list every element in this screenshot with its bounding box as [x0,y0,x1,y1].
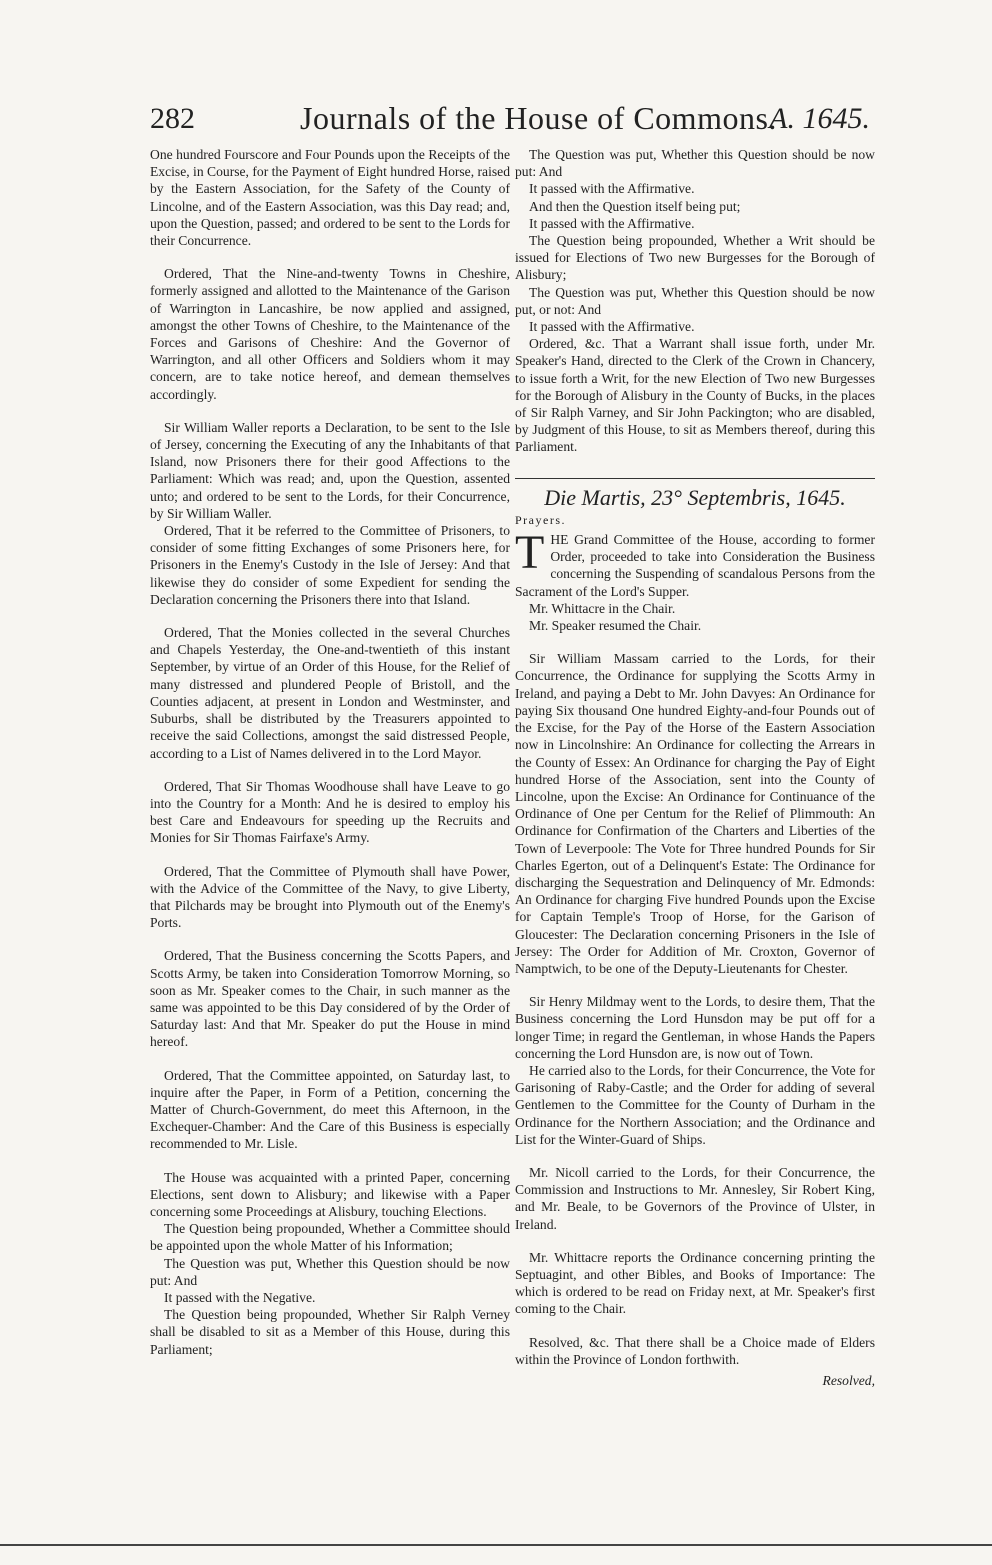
paragraph: One hundred Fourscore and Four Pounds upon the Receipts of the Excise, in Course, for the Payment of Eight hundred Horse, raised by the Eastern Association, for the Safety of the County of Lincolne, and of the Eastern Association, was this Day read; and, upon the Question, passed; and ordered to be sent to the Lords for their Concurrence. [150,147,510,249]
journal-title: Journals of the House of Commons. [300,100,777,136]
left-column [150,146,510,1358]
paragraph: Ordered, That the Business concerning the Scotts Papers, and Scotts Army, be taken into Consideration Tomorrow Morning, so soon as Mr. Speaker comes to the Chair, in such manner as the same was appointed to be this Day considered of by the Order of Saturday last: And that Mr. Speaker do put the House in mind hereof. [150,948,510,1050]
day-heading: Die Martis, 23° Septembris, 1645. [544,484,846,510]
paragraph: Resolved, &c. That there shall be a Choice made of Elders within the Province of London forthwith. [515,1334,875,1367]
catchword: Resolved, [822,1373,875,1388]
section-divider [515,478,875,479]
paragraph: Ordered, That it be referred to the Committee of Prisoners, to consider of some fitting Exchanges of some Prisoners here, for Prisoners in the Enemy's Custody in the Isle of Jersey: And that likewise they do consider of some Expedient for sending the Declaration concerning the Prisoners there into that Island. [150,523,510,607]
paragraph: The Question was put, Whether this Question should be now put, or not: And [515,284,875,317]
paragraph: The Question was put, Whether this Question should be now put: And [150,1255,510,1288]
chair-note: Mr. Speaker resumed the Chair. [529,618,702,634]
year-label: A. 1645. [769,102,870,135]
paragraph: It passed with the Negative. [164,1289,316,1305]
paragraph: The House was acquainted with a printed Paper, concerning Elections, sent down to Alisbury; and likewise with a Paper concerning some Proceedings at Alisbury, touching Elections. [150,1169,510,1219]
paragraph: He carried also to the Lords, for their Concurrence, the Vote for Garisoning of Raby-Castle; and the Order for adding of several Gentlemen to the Committee for the County of Durham in the Ordinance for the Northern Association; and the Ordinance and List for the Winter-Guard of Ships. [515,1062,875,1147]
paragraph: Ordered, That the Monies collected in the several Churches and Chapels Yesterday, the One-and-twentieth of this instant September, by virtue of an Order of this House, for the Relief of many distressed and plundered People of Bristoll, and the Counties adjacent, at present in London and Westminster, and Suburbs, shall be distributed by the Treasurers appointed to receive the said Collections, amongst the said distressed People, according to a List of Names delivered in to the Lord Mayor. [150,625,510,761]
paragraph: And then the Question itself being put; [529,198,741,214]
paragraph: Ordered, That the Committee of Plymouth shall have Power, with the Advice of the Committee of the Navy, to give Liberty, that Pilchards may be brought into Plymouth out of the Enemy's Ports. [150,863,510,931]
paragraph [515,526,875,600]
paragraph: It passed with the Affirmative. [529,181,695,197]
paragraph: Mr. Nicoll carried to the Lords, for their Concurrence, the Commission and Instructions to Mr. Annesley, Sir Robert King, and Mr. Beale, to be Governors of the Province of Ulster, in Ireland. [515,1164,875,1232]
paragraph: Sir William Massam carried to the Lords, for their Concurrence, the Ordinance for supplying the Scotts Army in Ireland, and paying a Debt to Mr. John Davyes: An Ordinance for paying Six thousand One hundred Eighty-and-four Pounds out of the Excise, for the Pay of the Horse of the Eastern Association now in Lincolnshire: An Ordinance for collecting the Arrears in the County of Essex: An Ordinance for charging the Pay of Eight hundred Horse of the Association, sent into the County of Lincolne, upon the Excise: An Ordinance for Continuance of the Ordinance of One per Centum for the Relief of Plimmouth: An Ordinance for Confirmation of the Charters and Liberties of the Town of Leverpoole: The Vote for Three hundred Pounds for Sir Charles Egerton, out of a Delinquent's Estate: The Ordinance for discharging the Sequestration and Delinquency of Mr. Edmonds: An Ordinance for charging Five hundred Pounds upon the Excise for Captain Temple's Troop of Horse, for the Garison of Gloucester: The Declaration concerning Prisoners in the Isle of Jersey: The Order for Addition of Mr. Croxton, Governor of Namptwich, to be one of the Deputy-Lieutenants for Chester. [515,651,875,976]
paragraph: Ordered, That the Committee appointed, on Saturday last, to inquire after the Paper, in Form of a Petition, concerning the Matter of Church-Government, do meet this Afternoon, in the Exchequer-Chamber: And the Care of this Business is especially recommended to Mr. Lisle. [150,1067,510,1152]
prayers-label: Prayers. [515,512,566,527]
paragraph: It passed with the Affirmative. [529,319,695,335]
paragraph: The Question being propounded, Whether a Writ should be issued for Elections of Two new Burgesses for the Borough of Alisbury; [515,233,875,283]
paragraph: Sir Henry Mildmay went to the Lords, to desire them, That the Business concerning the Lord Hunsdon may be put off for a longer Time; in regard the Gentleman, in whose Hands the Papers concerning the Lord Hunsdon are, is now out of Town. [515,994,875,1061]
paragraph: The Question was put, Whether this Question should be now put: And [515,147,875,180]
page-number: 282 [150,102,195,135]
paragraph: Ordered, &c. That a Warrant shall issue forth, under Mr. Speaker's Hand, directed to the Clerk of the Crown in Chancery, to issue forth a Writ, for the new Election of Two new Burgesses for the Borough of Alisbury in the County of Bucks, in the places of Sir Ralph Varney, and Sir John Packington; who are disabled, by Judgment of this House, to sit as Members thereof, during this Parliament. [515,336,875,455]
paragraph: The Question being propounded, Whether Sir Ralph Verney shall be disabled to sit as a Member of this House, during this Parliament; [150,1307,510,1357]
paragraph: Mr. Whittacre reports the Ordinance concerning printing the Septuagint, and other Bibles, and Books of Importance: The which is ordered to be read on Friday next, at Mr. Speaker's first coming to the Chair. [515,1249,875,1317]
paragraph-text: HE Grand Committee of the House, according to former Order, proceeded to take into Consideration the Business concerning the Suspending of scandalous Persons from the Sacrament of the Lord's Supper. [515,532,875,599]
paragraph: Sir William Waller reports a Declaration, to be sent to the Isle of Jersey, concerning the Executing of any the Inhabitants of that Island, now Prisoners there for their good Affections to the Parliament: Which was read; and, upon the Question, assented unto; and ordered to be sent to the Lords, for their Concurrence, by Sir William Waller. [150,419,510,521]
paragraph: The Question being propounded, Whether a Committee should be appointed upon the whole Matter of his Information; [150,1221,510,1254]
right-column [515,146,875,1389]
drop-cap: T [515,526,545,580]
paragraph: Ordered, That the Nine-and-twenty Towns in Cheshire, formerly assigned and allotted to the Maintenance of the Garison of Warrington in Lancashire, be now applied and assigned, amongst the other Towns of Cheshire, to the Maintenance of the Forces and Garisons of Cheshire: And the Governor of Warrington, and all other Officers and Soldiers whom it may concern, are to take notice hereof, and demean themselves accordingly. [150,266,510,402]
chair-note: Mr. Whittacre in the Chair. [529,600,676,616]
paragraph: Ordered, That Sir Thomas Woodhouse shall have Leave to go into the Country for a Month: And he is desired to employ his best Care and Endeavours for speeding up the Recruits and Monies for Sir Thomas Fairfaxe's Army. [150,778,510,846]
page-bottom-border [0,1544,992,1546]
paragraph: It passed with the Affirmative. [529,215,695,231]
page-header [150,100,870,142]
